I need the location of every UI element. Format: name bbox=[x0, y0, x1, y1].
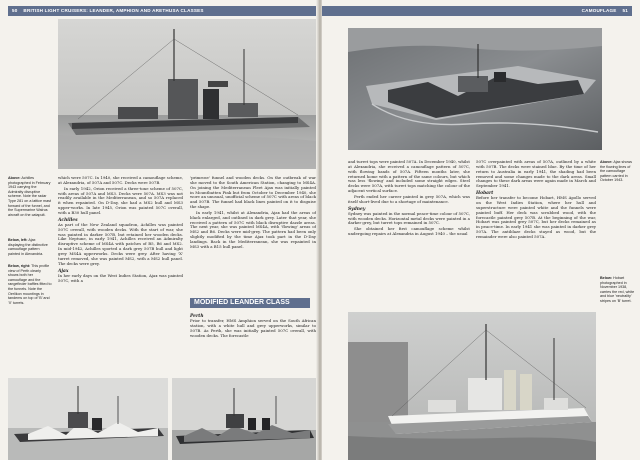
caption-ajax-text: Ajax displaying the distinctive camouflage pattern painted in Alexandria. bbox=[8, 238, 48, 256]
caption-hobart bbox=[600, 276, 636, 304]
photo-perth-profile bbox=[172, 378, 316, 460]
right-col2-paragraph: Before her transfer to become Hobart, HMS Apollo served on the West Indies Station, where her hull and superstructure were painted white and the funnels were painted buff. Her deck was scrubbed wood, with the forecastle painted grey 507B. At the beginning of the war, Hobart was painted grey 507C, but her decks remained as in peace-time. In early 1941 she was painted in darker grey 507A. The antiblaze decks stayed as wood, but the remainder were also painted 507A. bbox=[476, 195, 596, 240]
left-body-column-2b bbox=[190, 312, 316, 376]
left-running-header bbox=[8, 6, 318, 16]
left-col2b-subheading: Perth bbox=[190, 314, 204, 319]
caption-perth-text: This profile view of Perth clearly shows both her camouflage and the rangefinder baffles fitted to the funnels. Note the Oerlikon mountings in tandems on top of 'B' and 'X' turrets. bbox=[8, 264, 52, 305]
caption-ajax-pattern bbox=[600, 160, 636, 183]
right-col1-subheading: Sydney bbox=[348, 206, 366, 212]
left-page-number: 50 bbox=[12, 8, 18, 13]
left-page bbox=[0, 0, 318, 460]
caption-ajax-pattern-text: Ajax shows the flowing lines of the camouflage pattern carried in October 1943. bbox=[600, 160, 632, 183]
caption-achilles-label: Above: bbox=[8, 176, 21, 180]
right-col2-subheading: Hobart bbox=[476, 191, 494, 197]
left-col2-paragraph: In early 1941, whilst at Alexandria, Ajax had the areas of black enlarged, and outlined in dark grey. Later that year, she received a pattern of 507C with black disruptive dazzle areas. The next year, she was painted MS4A, with 'flowing' areas of MS2 and B6. Decks were mid-grey. The pattern had been only slightly modified by the time Ajax took part in the D-Day landings. Back in the Mediterranean, she was repainted in MS3 with a B15 hull panel. bbox=[190, 209, 316, 249]
right-body-column-1 bbox=[348, 160, 470, 308]
caption-hobart-text: Hobart photographed in November 1938, carries the red, white and blue 'neutrality' stripes on 'B' turret. bbox=[600, 276, 635, 303]
right-page bbox=[322, 0, 640, 460]
left-col2b-paragraph: Prior to transfer, HMS Amphion served on the South African station, with a white hull and grey upperworks, similar to 507B. As Perth, she was initially painted 507C overall, with wooden decks. The forecastle bbox=[190, 318, 316, 338]
right-col1-paragraph: Sydney was painted in the normal peace-time colour of 507C, with wooden decks. Horizontal metal decks were painted in a darker grey, but turret tops remained in 507C. bbox=[348, 210, 470, 226]
right-col2-paragraph: 507C overpainted with areas of 507A, outlined by a white with 507B. The decks were stained blue. By the time of her return to Australia in early 1941, the shading had been removed and some changes made to the dark areas. Small changes to these dark areas were again made in March and September 1941. bbox=[476, 159, 596, 189]
caption-perth-label: Below, right: bbox=[8, 264, 31, 268]
photo-hobart bbox=[348, 312, 596, 460]
section-title: MODIFIED LEANDER CLASS bbox=[194, 299, 290, 306]
caption-ajax-pattern-label: Above: bbox=[600, 160, 613, 164]
left-col1-subheading: Achilles bbox=[58, 217, 78, 223]
right-col1-paragraph: Perth ended her career painted in grey 507A, which was itself short-lived due to a shortage of maintenance. bbox=[348, 193, 470, 204]
left-body-column-1 bbox=[58, 176, 183, 376]
photo-achilles bbox=[58, 19, 316, 169]
left-col1-subheading: Ajax bbox=[58, 268, 69, 274]
left-col1-paragraph: As part of the New Zealand squadron, Achilles was painted 507C overall, with wooden decks. With the start of war, she was painted in darker 507B, but retained her wooden decks. Like Neptune, in early 1941, Achilles received an Admiralty disruptive scheme of MS4A with patches of B5, B6 and MS2. In mid-1942, Achilles sported a dark grey 507B hull and light grey MS4A upperworks. Decks were grey. After having 'X' turret removed, she was painted MS2, with a MS2 hull panel. The decks were grey. bbox=[58, 221, 183, 266]
photo-achilles-drawing bbox=[58, 19, 316, 169]
right-running-header bbox=[322, 6, 632, 16]
caption-perth-profile bbox=[8, 264, 52, 305]
photo-ajax-aerial bbox=[348, 28, 602, 150]
photo-perth-drawing bbox=[172, 378, 316, 460]
caption-ajax-camouflage bbox=[8, 238, 52, 256]
left-col1-paragraph: which were 507C. In 1940, she received a camouflage scheme, at Alexandria, of 507A and 507C. Decks were 507B. bbox=[58, 175, 183, 185]
caption-achilles bbox=[8, 176, 52, 217]
left-col1-paragraph: In early 1942, Orion received a three-tone scheme of 507C, with areas of 507A and MS3. Decks were 507A. MS3 was not readily available in the Mediterranean, and so 507A replaced it when repainted. On D-Day, she had a MS2 hull and MS3 upper-works. In late 1945, Orion was painted 507C overall, with a B30 hull panel. bbox=[58, 185, 183, 215]
left-body-column-2 bbox=[190, 176, 316, 294]
photo-ajax-aerial-drawing bbox=[348, 28, 602, 150]
caption-ajax-label: Below, left: bbox=[8, 238, 28, 242]
right-col1-paragraph: and turret tops were painted 507A. In December 1940, whilst at Alexandria, she received a camouflage pattern of 507C, with flowing bands of 507A. Fifteen months later, she returned home with a pattern of the same colours, but which was less 'flowing' and included some straight edges. Steel decks were 507A, with turret tops matching the colour of the adjacent vertical surface. bbox=[348, 159, 470, 194]
right-body-column-2 bbox=[476, 160, 596, 308]
left-col2-paragraph: 'primrose' funnel and wooden decks. On the outbreak of war she moved to the South American Station, changing to MS4A. On joining the Mediterranean Fleet Ajax was initially painted in Mountbatten Pink but from October to December 1940, she wore an unusual, unofficial scheme of 507C with areas of black and 507B. The funnel had black lines painted on it to disguise the shape. bbox=[190, 175, 316, 210]
caption-hobart-label: Below: bbox=[600, 276, 613, 280]
photo-ajax-drawing bbox=[8, 378, 168, 460]
left-running-head: BRITISH LIGHT CRUISERS: LEANDER, AMPHION AND ARETHUSA CLASSES bbox=[23, 8, 204, 13]
caption-achilles-text: Achilles photographed in February 1943 carrying the Admiralty disruptive scheme. Note the radar Type 281 on a lattice mast forward of the funnel, and the Supermarine Walrus aircraft on the catapult. bbox=[8, 176, 52, 217]
photo-hobart-drawing bbox=[348, 312, 596, 460]
section-title-bar bbox=[190, 298, 310, 308]
right-running-head: CAMOUFLAGE bbox=[581, 8, 617, 13]
left-col1-paragraph: In her early days on the West Indies Station, Ajax was painted 507C, with a bbox=[58, 272, 183, 283]
photo-ajax-camouflage bbox=[8, 378, 168, 460]
right-page-number: 51 bbox=[622, 8, 628, 13]
right-col1-paragraph: She obtained her first camouflage scheme whilst undergoing repairs at Alexandria in August 1940 – the usual bbox=[348, 226, 470, 237]
